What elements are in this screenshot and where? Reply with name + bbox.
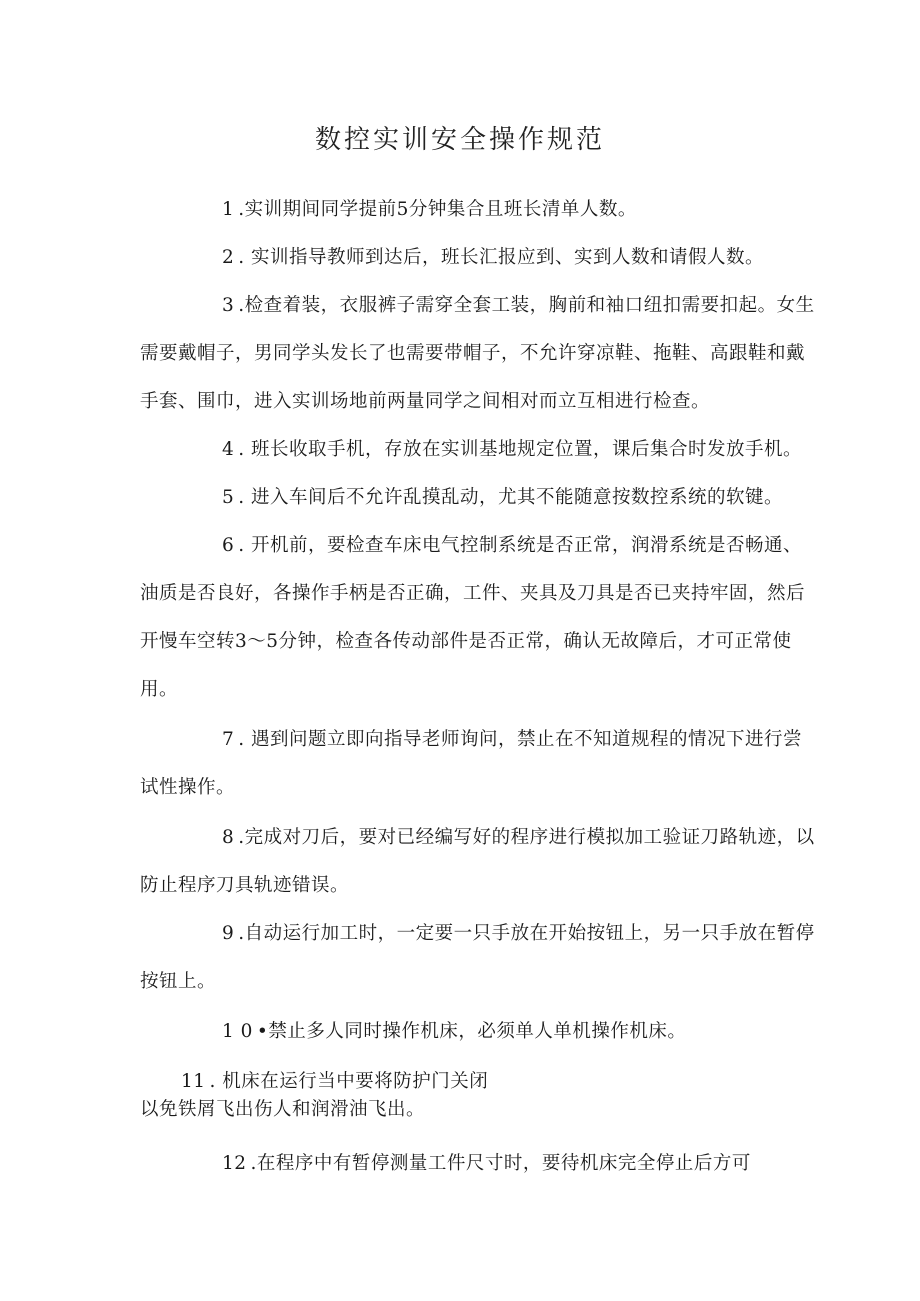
- item-number: 8: [222, 827, 235, 848]
- document-title: 数控实训安全操作规范: [314, 125, 605, 155]
- item-text: •禁止多人同时操作机床，必须单人单机操作机床。: [256, 1021, 687, 1042]
- item-text: . 遇到问题立即向指导老师询问，禁止在不知道规程的情况下进行尝试性操作。: [140, 729, 803, 798]
- item-number: 11: [181, 1071, 206, 1092]
- item-number: 6: [222, 535, 235, 556]
- list-item: [140, 186, 820, 234]
- item-number: 1: [222, 199, 235, 220]
- item-number: 7: [222, 729, 235, 750]
- list-item: [140, 426, 820, 474]
- item-continuation: 以免铁屑飞出伤人和润滑油飞出。: [140, 1099, 426, 1120]
- item-text: . 班长收取手机，存放在实训基地规定位置，课后集合时发放手机。: [238, 439, 803, 460]
- item-text: .完成对刀后，要对已经编写好的程序进行模拟加工验证刀路轨迹，以防止程序刀具轨迹错误。: [140, 827, 815, 896]
- list-item: [140, 1068, 820, 1124]
- item-number: 2: [222, 247, 235, 268]
- item-number: 12: [222, 1153, 247, 1174]
- item-line: [140, 1068, 820, 1096]
- item-text: .自动运行加工时，一定要一只手放在开始按钮上，另一只手放在暂停按钮上。: [140, 923, 815, 992]
- list-item: [140, 716, 820, 812]
- list-item: [140, 910, 820, 1006]
- list-item: [140, 474, 820, 522]
- list-item: [140, 1008, 820, 1056]
- list-item: [140, 234, 820, 282]
- item-number: 5: [222, 487, 235, 508]
- list-item: [140, 522, 820, 714]
- item-text: . 机床在运行当中要将防护门关闭: [209, 1071, 489, 1092]
- list-item: [140, 814, 820, 910]
- item-number: 1 0: [222, 1021, 253, 1042]
- item-text: .检查着装，衣服裤子需穿全套工装，胸前和袖口纽扣需要扣起。女生需要戴帽子，男同学头发长了也需要带帽子，不允许穿凉鞋、拖鞋、高跟鞋和戴手套、围巾，进入实训场地前两量同学之间相对而立互相进行检查。: [140, 295, 815, 412]
- item-number: 4: [222, 439, 235, 460]
- item-text: . 进入车间后不允许乱摸乱动，尤其不能随意按数控系统的软键。: [238, 487, 784, 508]
- item-text: .在程序中有暂停测量工件尺寸时，要待机床完全停止后方可: [250, 1153, 751, 1174]
- item-text: .实训期间同学提前5分钟集合且班长清单人数。: [238, 199, 637, 220]
- item-text: . 实训指导教师到达后，班长汇报应到、实到人数和请假人数。: [238, 247, 765, 268]
- item-number: 3: [222, 295, 235, 316]
- item-number: 9: [222, 923, 235, 944]
- list-item: [140, 1140, 820, 1188]
- list-item: [140, 282, 820, 426]
- item-text: . 开机前，要检查车床电气控制系统是否正常，润滑系统是否畅通、油质是否良好，各操作手柄是否正确，工件、夹具及刀具是否已夹持牢固，然后开慢车空转3～5分钟，检查各传动部件是否正常，确认无故障后，才可正常使用。: [140, 535, 806, 700]
